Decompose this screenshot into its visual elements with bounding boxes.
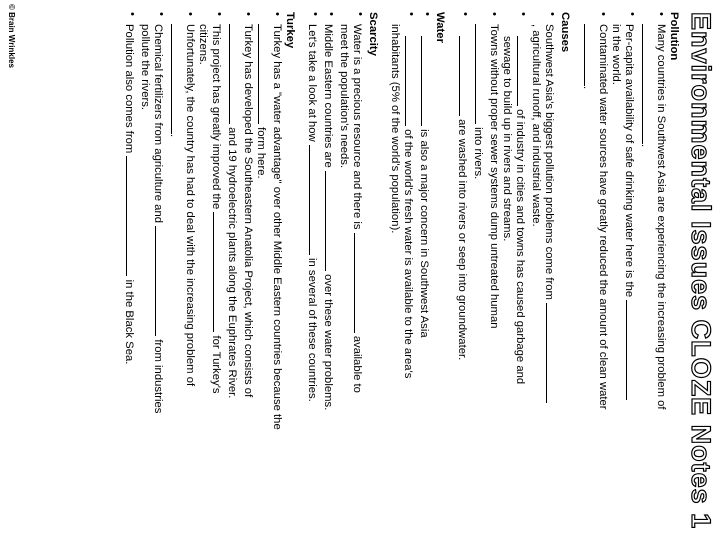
fill-blank[interactable] <box>126 156 138 276</box>
list-item: • Southwest Asia's biggest pollution problems come from , agricultural runoff, and industrial waste. <box>529 12 558 512</box>
list-item: • Water is a precious resource and there is available to meet the population's needs. <box>337 12 366 512</box>
list-item: • of industry in cities and towns has caused garbage and sewage to build up in rivers and streams. <box>500 12 529 512</box>
list-item: • Many countries in Southwest Asia are experiencing the increasing problem of . <box>638 12 667 512</box>
list-item: • Chemical fertilizers from agriculture and from industries pollute the rivers. <box>138 12 167 512</box>
notes-body <box>122 12 680 512</box>
list-item: • Per-capita availability of safe drinking water here is the in the world. <box>609 12 638 512</box>
list-item: • Turkey has developed the Southeastern Anatolia Project, which consists of and 19 hydroelectric plants along the Euphrates River. <box>225 12 254 512</box>
list-item: • Middle Eastern countries are over these water problems. <box>321 12 337 512</box>
page-title: Environmental Issues CLOZE Notes 1 <box>686 12 716 530</box>
heading-turkey: Turkey <box>284 12 296 49</box>
fill-blank[interactable] <box>517 36 529 106</box>
list-item: • Contaminated water sources have greatly reduced the amount of clean water . <box>580 12 609 512</box>
heading-pollution: Pollution <box>668 12 680 61</box>
fill-blank[interactable] <box>258 24 270 124</box>
fill-blank[interactable] <box>626 300 638 400</box>
fill-blank[interactable] <box>155 226 167 336</box>
fill-blank[interactable] <box>229 24 241 124</box>
list-item: • Unfortunately, the country has had to deal with the increasing problem of . <box>167 12 196 512</box>
list-item: • This project has greatly improved the for Turkey's citizens. <box>196 12 225 512</box>
list-item: • Turkey has a "water advantage" over other Middle Eastern countries because the form here. <box>254 12 283 512</box>
fill-blank[interactable] <box>546 303 558 403</box>
fill-blank[interactable] <box>421 36 433 126</box>
list-item: • is also a major concern in Southwest Asia <box>417 12 433 512</box>
copyright-notice: © Brain Wrinkles <box>7 4 16 68</box>
heading-scarcity: Scarcity <box>367 12 379 56</box>
list-item: • Towns without proper sewer systems dump untreated human into rivers. <box>471 12 500 512</box>
fill-blank[interactable] <box>354 233 366 333</box>
fill-blank[interactable] <box>171 24 183 134</box>
fill-blank[interactable] <box>459 36 471 116</box>
fill-blank[interactable] <box>309 145 321 255</box>
heading-water: Water <box>434 12 446 43</box>
fill-blank[interactable] <box>475 24 487 124</box>
fill-blank[interactable] <box>584 24 596 86</box>
fill-blank[interactable] <box>325 171 337 271</box>
list-item: • Let's take a look at how in several of these countries. <box>305 12 321 512</box>
fill-blank[interactable] <box>642 24 654 144</box>
list-item: • are washed into rivers or seep into groundwater. <box>455 12 471 512</box>
list-item: • of the world's fresh water is available to the area's inhabitants (5% of the world's population). <box>388 12 417 512</box>
list-item: • Pollution also comes from in the Black Sea. <box>122 12 138 512</box>
fill-blank[interactable] <box>213 212 225 332</box>
fill-blank[interactable] <box>405 36 417 126</box>
heading-causes: Causes <box>559 12 571 53</box>
